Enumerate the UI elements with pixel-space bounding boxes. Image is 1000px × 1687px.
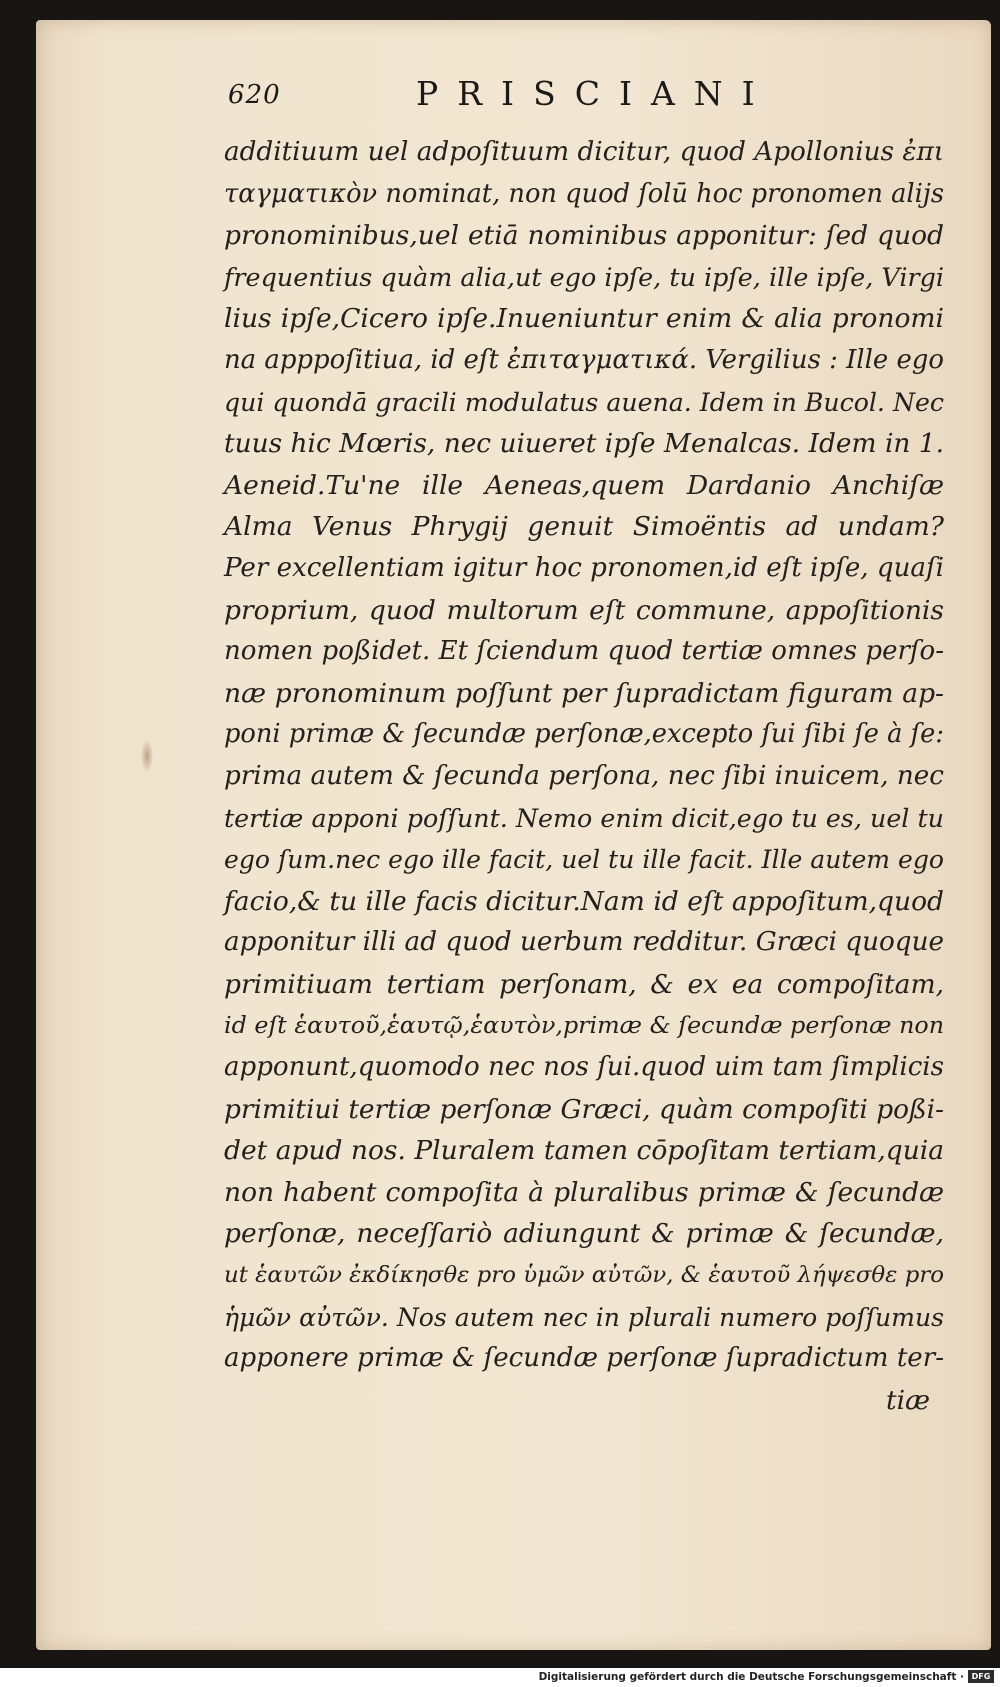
text-line: tertiæ apponi poſſunt. Nemo enim dicit,ego tu es, uel tu xyxy=(224,802,944,833)
text-line: Per excellentiam igitur hoc pronomen,id eſt ipſe, quaſi xyxy=(224,552,944,583)
text-line: lius ipſe,Cicero ipſe.Inueniuntur enim & alia pronomi xyxy=(224,303,944,335)
text-line: nomen poßidet. Et ſciendum quod tertiæ omnes perſo- xyxy=(224,636,944,667)
text-line: pronominibus,uel etiā nominibus apponitur: ſed quod xyxy=(224,220,944,252)
page-stain xyxy=(141,740,153,772)
text-line: Aeneid.Tu'ne ille Aeneas,quem Dardanio Anchiſæ xyxy=(224,469,944,501)
text-line: ἡμῶν αὐτῶν. Nos autem nec in plurali numero poſſumus xyxy=(224,1302,944,1332)
text-line: ut ἑαυτῶν ἐκδίκησθε pro ὑμῶν αὐτῶν, & ἑαυτοῦ λήψεσθε pro xyxy=(224,1262,944,1289)
text-line: apponere primæ & ſecundæ perſonæ ſupradictum ter- xyxy=(224,1343,944,1374)
text-line: Alma Venus Phrygij genuit Simoëntis ad undam? xyxy=(224,511,944,543)
text-line: apponitur illi ad quod uerbum redditur. Græci quoque xyxy=(224,927,944,958)
text-line: proprium, quod multorum eſt commune, appoſitionis xyxy=(224,594,944,626)
text-line: frequentius quàm alia,ut ego ipſe, tu ipſe, ille ipſe, Virgi xyxy=(224,261,944,292)
text-line: ταγματικὸν nominat, non quod ſolū hoc pronomen alijs xyxy=(224,178,945,209)
text-line: additiuum uel adpoſituum dicitur, quod Apollonius ἐπι xyxy=(224,137,944,167)
catchword: tiæ xyxy=(885,1384,930,1416)
text-line: prima autem & ſecunda perſona, nec ſibi inuicem, nec xyxy=(224,760,944,791)
text-line: ego ſum.nec ego ille facit, uel tu ille facit. Ille autem ego xyxy=(224,845,944,875)
dfg-logo-icon: DFG xyxy=(968,1670,994,1683)
text-line: apponunt,quomodo nec nos ſui.quod uim tam ſimplicis xyxy=(224,1052,944,1083)
page-number: 620 xyxy=(228,80,281,110)
text-line: qui quondā gracili modulatus auena. Idem in Bucol. Nec xyxy=(224,387,944,417)
text-line: tuus hic Mœris, nec uiueret ipſe Menalcas. Idem in 1. xyxy=(224,428,944,460)
text-block xyxy=(224,132,944,1421)
text-line: na apppoſitiua, id eſt ἐπιταγματικά. Vergilius : Ille ego xyxy=(224,344,944,375)
text-line: primitiuam tertiam perſonam, & ex ea compoſitam, xyxy=(224,968,944,1000)
funding-note: Digitalisierung gefördert durch die Deutsche Forschungsgemeinschaft · xyxy=(538,1671,964,1683)
text-line: id eſt ἑαυτοῦ,ἑαυτῷ,ἑαυτὸν,primæ & ſecundæ perſonæ non xyxy=(224,1011,944,1040)
running-head: PRISCIANI xyxy=(416,74,774,113)
text-line: det apud nos. Pluralem tamen cōpoſitam tertiam,quia xyxy=(224,1135,944,1167)
text-line: næ pronominum poſſunt per ſupradictam figuram ap- xyxy=(224,677,944,709)
text-line: non habent compoſita à pluralibus primæ & ſecundæ xyxy=(224,1176,944,1208)
text-line: primitiui tertiæ perſonæ Græci, quàm compoſiti poßi- xyxy=(224,1093,944,1125)
text-line: perſonæ, neceſſariò adiungunt & primæ & ſecundæ, xyxy=(224,1218,944,1250)
text-line: poni primæ & ſecundæ perſonæ,excepto ſui ſibi ſe à ſe: xyxy=(224,719,944,750)
page-header xyxy=(228,74,928,114)
text-line: facio,& tu ille facis dicitur.Nam id eſt appoſitum,quod xyxy=(224,885,944,917)
